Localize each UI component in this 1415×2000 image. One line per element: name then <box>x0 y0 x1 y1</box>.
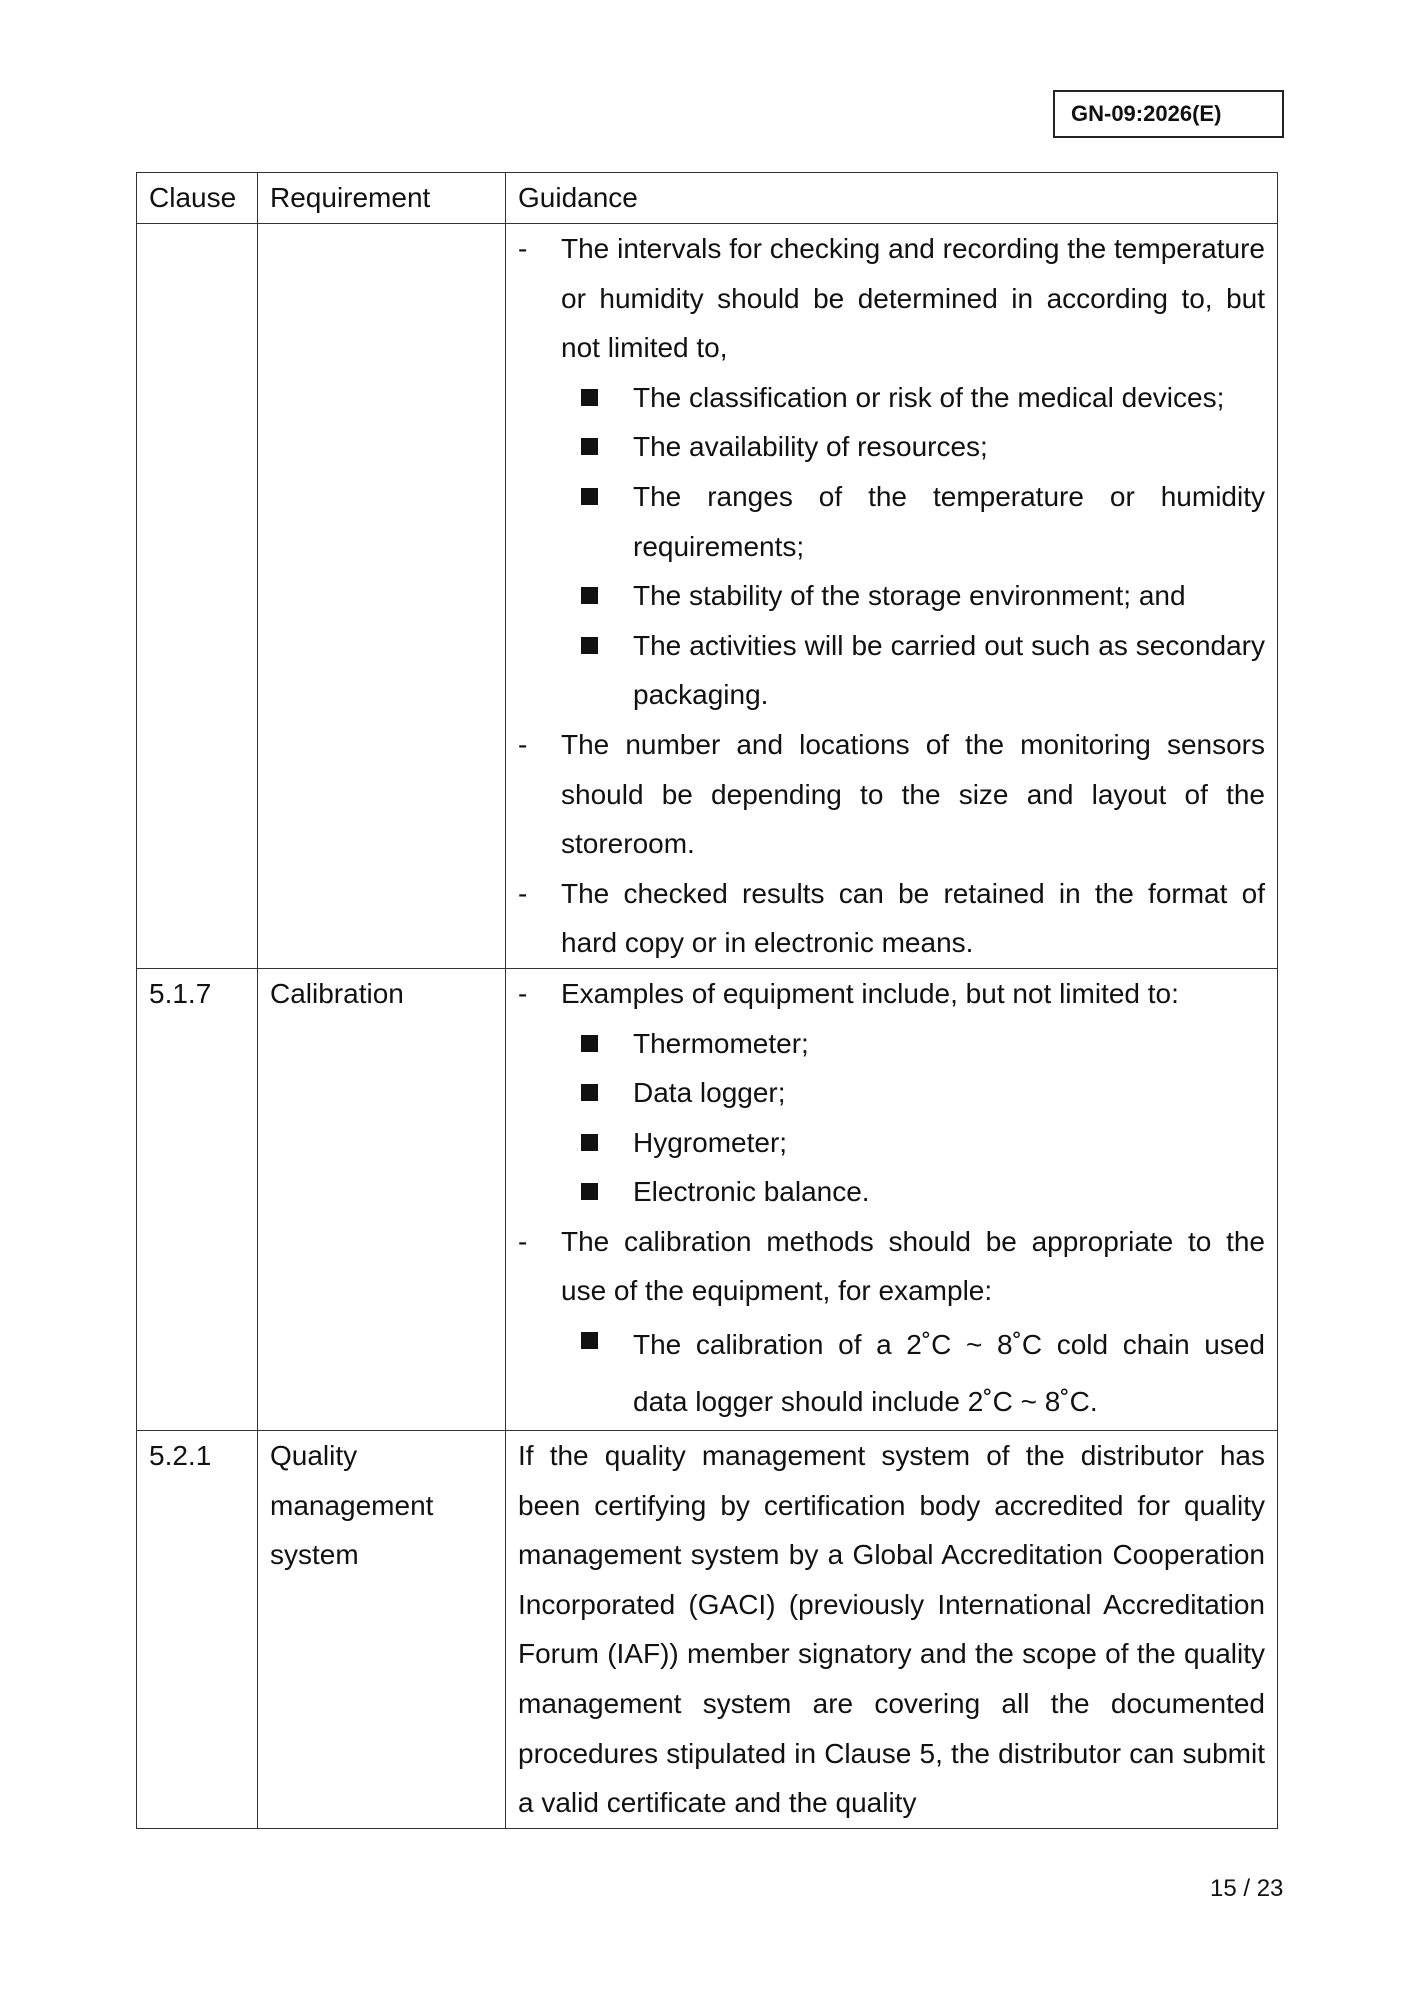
dash-item: - The checked results can be retained in the format of hard copy or in electronic means. <box>518 869 1265 968</box>
clause-cell: 5.2.1 <box>137 1431 258 1829</box>
header-guidance: Guidance <box>506 173 1278 224</box>
header-clause: Clause <box>137 173 258 224</box>
bullet-item: The activities will be carried out such as secondary packaging. <box>518 621 1265 720</box>
guidance-table <box>136 172 1278 1829</box>
requirement-cell: Quality management system <box>258 1431 506 1829</box>
table-row <box>137 968 1278 1430</box>
bullet-item: The ranges of the temperature or humidity requirements; <box>518 472 1265 571</box>
document-id: GN-09:2026(E) <box>1053 90 1284 138</box>
dash-item: - The number and locations of the monitoring sensors should be depending to the size and layout of the storeroom. <box>518 720 1265 869</box>
page-number: 15 / 23 <box>1210 1875 1284 1902</box>
bullet-item: The classification or risk of the medical devices; <box>518 373 1265 423</box>
dash-item: - The intervals for checking and recording the temperature or humidity should be determined in according to, but not limited to, <box>518 224 1265 373</box>
bullet-item: The availability of resources; <box>518 422 1265 472</box>
table-header-row <box>137 173 1278 224</box>
guidance-cell <box>506 224 1278 969</box>
clause-cell <box>137 224 258 969</box>
dash-item: - The calibration methods should be appropriate to the use of the equipment, for example: <box>518 1217 1265 1316</box>
requirement-cell <box>258 224 506 969</box>
bullet-item: Thermometer; <box>518 1019 1265 1069</box>
bullet-item: The calibration of a 2˚C ~ 8˚C cold chain used data logger should include 2˚C ~ 8˚C. <box>518 1316 1265 1430</box>
bullet-item: Electronic balance. <box>518 1167 1265 1217</box>
guidance-cell <box>506 968 1278 1430</box>
guidance-paragraph: If the quality management system of the distributor has been certifying by certification body accredited for quality management system by a Global Accreditation Cooperation Incorporated (GACI) (previously International Accreditation Forum (IAF)) member signatory and the scope of the quality management system are covering all the documented procedures stipulated in Clause 5, the distributor can submit a valid certificate and the quality <box>518 1440 1265 1819</box>
bullet-item: Hygrometer; <box>518 1118 1265 1168</box>
header-requirement: Requirement <box>258 173 506 224</box>
bullet-item: The stability of the storage environment; and <box>518 571 1265 621</box>
clause-cell: 5.1.7 <box>137 968 258 1430</box>
table-row <box>137 1431 1278 1829</box>
table-row <box>137 224 1278 969</box>
guidance-cell <box>506 1431 1278 1829</box>
dash-item: - Examples of equipment include, but not limited to: <box>518 969 1265 1019</box>
requirement-cell: Calibration <box>258 968 506 1430</box>
bullet-item: Data logger; <box>518 1068 1265 1118</box>
